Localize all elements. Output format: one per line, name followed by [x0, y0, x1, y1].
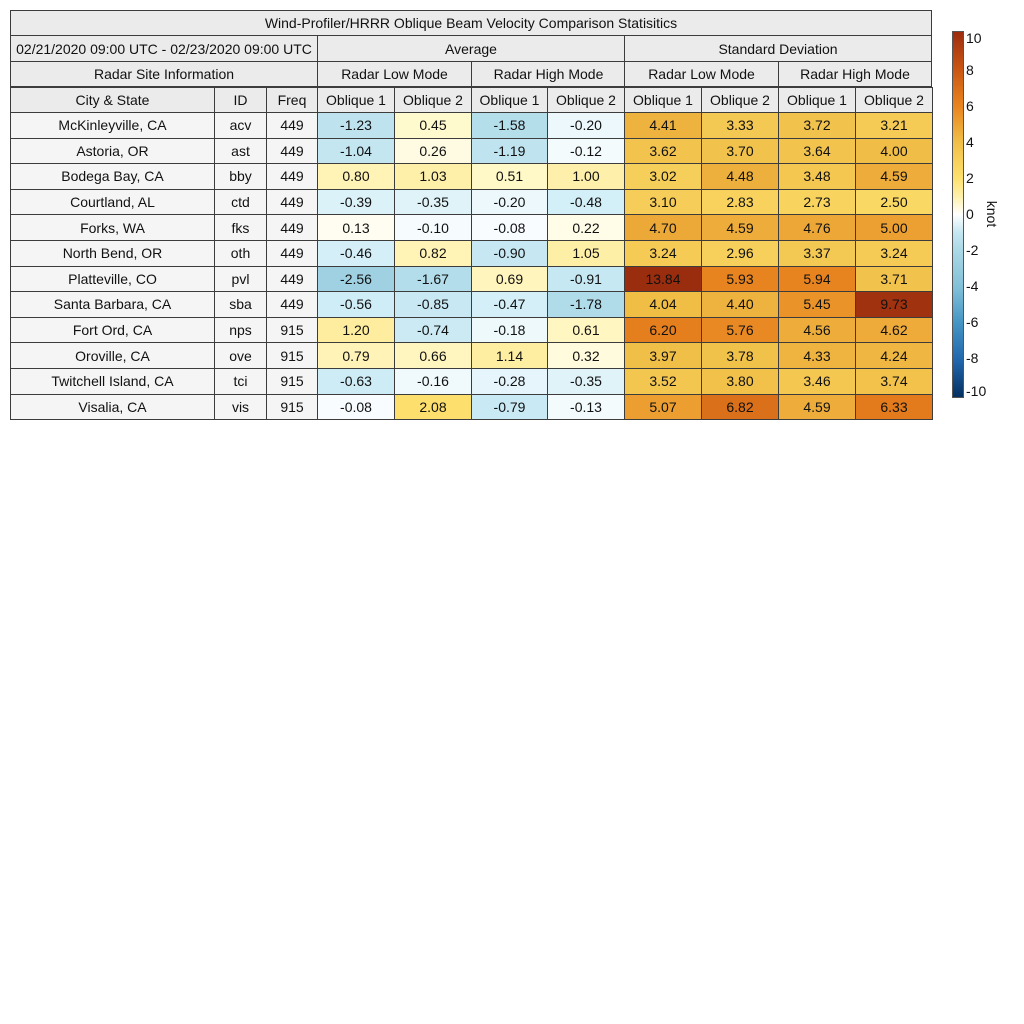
value-cell: 4.00	[855, 138, 933, 165]
colorbar	[952, 31, 964, 398]
colorbar-tick-label: -8	[966, 350, 979, 366]
value-cell: 3.78	[701, 342, 779, 369]
site-city-cell: Twitchell Island, CA	[10, 368, 215, 395]
value-cell: -0.20	[547, 112, 625, 139]
value-cell: 0.45	[394, 112, 472, 139]
value-cell: 3.97	[624, 342, 702, 369]
value-cell: 1.14	[471, 342, 548, 369]
site-freq-cell: 449	[266, 189, 318, 216]
value-cell: 2.73	[778, 189, 856, 216]
value-cell: 6.82	[701, 394, 779, 421]
site-id-cell: oth	[214, 240, 267, 267]
value-cell: -0.18	[471, 317, 548, 344]
value-cell: 3.02	[624, 163, 702, 190]
site-id-cell: tci	[214, 368, 267, 395]
site-info-header: Radar Site Information	[10, 61, 318, 87]
value-cell: 4.59	[701, 214, 779, 241]
value-cell: -0.12	[547, 138, 625, 165]
value-cell: 0.82	[394, 240, 472, 267]
site-freq-cell: 915	[266, 394, 318, 421]
site-id-cell: nps	[214, 317, 267, 344]
site-city-cell: Santa Barbara, CA	[10, 291, 215, 318]
value-cell: -1.04	[317, 138, 395, 165]
site-freq-cell: 915	[266, 342, 318, 369]
value-cell: 0.26	[394, 138, 472, 165]
site-freq-cell: 449	[266, 291, 318, 318]
column-header: Oblique 2	[394, 87, 472, 113]
site-freq-cell: 449	[266, 112, 318, 139]
colorbar-tick-label: -6	[966, 314, 979, 330]
value-cell: 0.13	[317, 214, 395, 241]
value-cell: -0.48	[547, 189, 625, 216]
site-id-cell: pvl	[214, 266, 267, 293]
value-cell: 4.24	[855, 342, 933, 369]
value-cell: -0.20	[471, 189, 548, 216]
value-cell: 9.73	[855, 291, 933, 318]
site-id-cell: ast	[214, 138, 267, 165]
value-cell: 4.40	[701, 291, 779, 318]
value-cell: 3.10	[624, 189, 702, 216]
column-header: Oblique 2	[547, 87, 625, 113]
colorbar-tick-label: -4	[966, 278, 979, 294]
value-cell: -0.46	[317, 240, 395, 267]
site-id-cell: ove	[214, 342, 267, 369]
avg-low-mode-header: Radar Low Mode	[317, 61, 472, 87]
value-cell: 5.45	[778, 291, 856, 318]
colorbar-tick-label: -2	[966, 242, 979, 258]
date-range: 02/21/2020 09:00 UTC - 02/23/2020 09:00 UTC	[10, 35, 318, 62]
site-freq-cell: 915	[266, 368, 318, 395]
value-cell: 6.33	[855, 394, 933, 421]
site-id-cell: bby	[214, 163, 267, 190]
value-cell: -0.39	[317, 189, 395, 216]
value-cell: 3.52	[624, 368, 702, 395]
colorbar-tick-label: 2	[966, 170, 974, 186]
value-cell: 1.20	[317, 317, 395, 344]
site-city-cell: Fort Ord, CA	[10, 317, 215, 344]
site-city-cell: North Bend, OR	[10, 240, 215, 267]
value-cell: 5.76	[701, 317, 779, 344]
value-cell: -0.56	[317, 291, 395, 318]
std-group-header: Standard Deviation	[624, 35, 932, 62]
value-cell: 5.93	[701, 266, 779, 293]
site-id-cell: vis	[214, 394, 267, 421]
site-id-cell: acv	[214, 112, 267, 139]
avg-high-mode-header: Radar High Mode	[471, 61, 626, 87]
value-cell: 0.69	[471, 266, 548, 293]
value-cell: 1.00	[547, 163, 625, 190]
value-cell: 1.03	[394, 163, 472, 190]
std-high-mode-header: Radar High Mode	[778, 61, 932, 87]
value-cell: 3.37	[778, 240, 856, 267]
value-cell: -0.08	[317, 394, 395, 421]
site-city-cell: Astoria, OR	[10, 138, 215, 165]
value-cell: 13.84	[624, 266, 702, 293]
value-cell: -0.47	[471, 291, 548, 318]
value-cell: 1.05	[547, 240, 625, 267]
value-cell: -1.58	[471, 112, 548, 139]
column-header: ID	[214, 87, 267, 113]
value-cell: 4.70	[624, 214, 702, 241]
value-cell: 3.62	[624, 138, 702, 165]
value-cell: 3.72	[778, 112, 856, 139]
colorbar-tick-label: -10	[966, 383, 987, 399]
colorbar-tick-label: 8	[966, 62, 974, 78]
value-cell: -0.16	[394, 368, 472, 395]
value-cell: 3.74	[855, 368, 933, 395]
value-cell: 5.07	[624, 394, 702, 421]
value-cell: 0.32	[547, 342, 625, 369]
colorbar-tick-label: 10	[966, 30, 982, 46]
value-cell: 2.83	[701, 189, 779, 216]
column-header: Oblique 2	[701, 87, 779, 113]
value-cell: -0.28	[471, 368, 548, 395]
value-cell: -0.10	[394, 214, 472, 241]
value-cell: 3.24	[624, 240, 702, 267]
value-cell: 3.64	[778, 138, 856, 165]
value-cell: 0.61	[547, 317, 625, 344]
site-city-cell: Oroville, CA	[10, 342, 215, 369]
value-cell: 6.20	[624, 317, 702, 344]
value-cell: -0.79	[471, 394, 548, 421]
value-cell: -0.74	[394, 317, 472, 344]
value-cell: 4.41	[624, 112, 702, 139]
value-cell: -1.19	[471, 138, 548, 165]
value-cell: -1.67	[394, 266, 472, 293]
value-cell: 4.33	[778, 342, 856, 369]
value-cell: 3.33	[701, 112, 779, 139]
site-id-cell: ctd	[214, 189, 267, 216]
value-cell: 2.50	[855, 189, 933, 216]
table-title: Wind-Profiler/HRRR Oblique Beam Velocity Comparison Statisitics	[10, 10, 932, 36]
column-header: Oblique 1	[624, 87, 702, 113]
value-cell: 0.80	[317, 163, 395, 190]
value-cell: 3.46	[778, 368, 856, 395]
value-cell: -0.13	[547, 394, 625, 421]
value-cell: 3.80	[701, 368, 779, 395]
column-header: Oblique 2	[855, 87, 933, 113]
site-city-cell: Platteville, CO	[10, 266, 215, 293]
column-header: Freq	[266, 87, 318, 113]
value-cell: -1.23	[317, 112, 395, 139]
value-cell: 3.21	[855, 112, 933, 139]
std-low-mode-header: Radar Low Mode	[624, 61, 779, 87]
column-header: City & State	[10, 87, 215, 113]
value-cell: -0.63	[317, 368, 395, 395]
site-city-cell: Visalia, CA	[10, 394, 215, 421]
value-cell: 0.66	[394, 342, 472, 369]
value-cell: 0.79	[317, 342, 395, 369]
site-freq-cell: 449	[266, 266, 318, 293]
column-header: Oblique 1	[778, 87, 856, 113]
value-cell: 2.08	[394, 394, 472, 421]
site-id-cell: fks	[214, 214, 267, 241]
column-header: Oblique 1	[317, 87, 395, 113]
value-cell: 4.59	[855, 163, 933, 190]
site-freq-cell: 449	[266, 163, 318, 190]
value-cell: 4.62	[855, 317, 933, 344]
value-cell: 5.00	[855, 214, 933, 241]
colorbar-tick-label: 4	[966, 134, 974, 150]
column-header: Oblique 1	[471, 87, 548, 113]
site-city-cell: Bodega Bay, CA	[10, 163, 215, 190]
site-freq-cell: 449	[266, 240, 318, 267]
site-freq-cell: 449	[266, 138, 318, 165]
value-cell: -0.90	[471, 240, 548, 267]
value-cell: -1.78	[547, 291, 625, 318]
site-city-cell: Forks, WA	[10, 214, 215, 241]
average-group-header: Average	[317, 35, 625, 62]
value-cell: 2.96	[701, 240, 779, 267]
site-freq-cell: 449	[266, 214, 318, 241]
colorbar-tick-label: 0	[966, 206, 974, 222]
value-cell: 3.70	[701, 138, 779, 165]
value-cell: 5.94	[778, 266, 856, 293]
value-cell: -0.85	[394, 291, 472, 318]
value-cell: -0.35	[394, 189, 472, 216]
colorbar-tick-label: 6	[966, 98, 974, 114]
value-cell: 4.56	[778, 317, 856, 344]
value-cell: -0.08	[471, 214, 548, 241]
value-cell: -2.56	[317, 266, 395, 293]
value-cell: 4.04	[624, 291, 702, 318]
value-cell: 3.48	[778, 163, 856, 190]
value-cell: 4.76	[778, 214, 856, 241]
value-cell: 4.59	[778, 394, 856, 421]
site-id-cell: sba	[214, 291, 267, 318]
site-freq-cell: 915	[266, 317, 318, 344]
colorbar-unit-label: knot	[984, 200, 1000, 228]
value-cell: -0.35	[547, 368, 625, 395]
site-city-cell: McKinleyville, CA	[10, 112, 215, 139]
value-cell: 4.48	[701, 163, 779, 190]
value-cell: -0.91	[547, 266, 625, 293]
value-cell: 0.22	[547, 214, 625, 241]
value-cell: 3.71	[855, 266, 933, 293]
value-cell: 3.24	[855, 240, 933, 267]
site-city-cell: Courtland, AL	[10, 189, 215, 216]
value-cell: 0.51	[471, 163, 548, 190]
